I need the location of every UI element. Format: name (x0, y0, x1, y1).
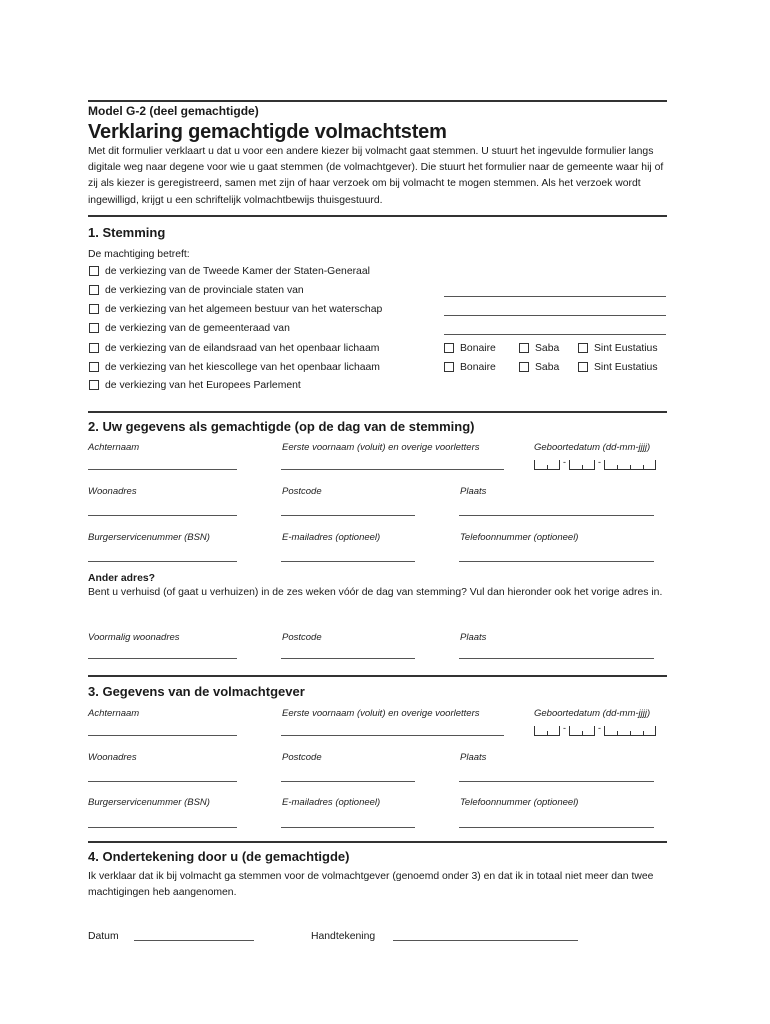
section-3-title: 3. Gegevens van de volmachtgever (88, 684, 305, 699)
email-field[interactable] (281, 561, 415, 562)
section-4-title: 4. Ondertekening door u (de gemachtigde) (88, 849, 350, 864)
ander-adres-text: Bent u verhuisd (of gaat u verhuizen) in de zes weken vóór de dag van stemming? Vul dan hieronder ook het vorige adres in. (88, 587, 663, 598)
checkbox[interactable] (89, 380, 99, 390)
postcode-label: Postcode (282, 486, 322, 497)
kiescollege-saba[interactable]: Saba (519, 360, 559, 374)
datum-label: Datum (88, 931, 119, 942)
checkbox[interactable] (519, 362, 529, 372)
checkbox[interactable] (444, 362, 454, 372)
option-tweede-kamer[interactable]: de verkiezing van de Tweede Kamer der Staten-Generaal (89, 264, 370, 278)
woonadres-field[interactable] (88, 515, 237, 516)
vg-plaats-field[interactable] (459, 781, 654, 782)
checkbox[interactable] (578, 362, 588, 372)
checkbox[interactable] (444, 343, 454, 353)
vg-woonadres-label: Woonadres (88, 752, 137, 763)
eilandsraad-sint-eustatius[interactable]: Sint Eustatius (578, 341, 658, 355)
vorig-woonadres-label: Voormalig woonadres (88, 632, 180, 643)
section-4-rule (88, 841, 667, 843)
page-title: Verklaring gemachtigde volmachtstem (88, 121, 447, 143)
section-1-title: 1. Stemming (88, 225, 166, 240)
checkbox[interactable] (89, 362, 99, 372)
email-label: E-mailadres (optioneel) (282, 532, 381, 543)
vg-woonadres-field[interactable] (88, 781, 237, 782)
checkbox[interactable] (89, 343, 99, 353)
option-eilandsraad[interactable]: de verkiezing van de eilandsraad van het openbaar lichaam (89, 341, 379, 355)
vorig-woonadres-field[interactable] (88, 658, 237, 659)
option-kiescollege[interactable]: de verkiezing van het kiescollege van het openbaar lichaam (89, 360, 380, 374)
intro-text: Met dit formulier verklaart u dat u voor een andere kiezer bij volmacht gaat stemmen. U stuurt het ingevulde formulier langs digitale weg naar degene voor wie u gaat stemmen (de volmachtgever). Die stuurt het formulier naar de gemeente waar hij of zij als kiezer is geregistreerd, samen met zijn of haar verzoek om bij volmacht te mogen stemmen. Als het verzoek wordt ingewilligd, krijgt u een schriftelijk volmachtbewijs thuisgestuurd. (88, 146, 664, 206)
vorig-postcode-label: Postcode (282, 632, 322, 643)
top-rule (88, 100, 667, 102)
vorig-plaats-field[interactable] (459, 658, 654, 659)
checkbox[interactable] (519, 343, 529, 353)
voornamen-label: Eerste voornaam (voluit) en overige voorletters (282, 442, 480, 453)
vg-postcode-field[interactable] (281, 781, 415, 782)
handtekening-label: Handtekening (311, 931, 376, 942)
telefoon-field[interactable] (459, 561, 654, 562)
kiescollege-bonaire[interactable]: Bonaire (444, 360, 496, 374)
postcode-field[interactable] (281, 515, 415, 516)
ander-adres-title: Ander adres? (88, 573, 155, 584)
section-2-rule (88, 411, 667, 413)
checkbox[interactable] (89, 323, 99, 333)
section-1-rule (88, 215, 667, 217)
form-model: Model G-2 (deel gemachtigde) (88, 104, 259, 118)
vg-bsn-field[interactable] (88, 827, 237, 828)
section-3-rule (88, 675, 667, 677)
checkbox[interactable] (89, 285, 99, 295)
achternaam-label: Achternaam (88, 442, 140, 453)
handtekening-field[interactable] (393, 940, 578, 941)
eilandsraad-saba[interactable]: Saba (519, 341, 559, 355)
checkbox[interactable] (89, 266, 99, 276)
vg-achternaam-label: Achternaam (88, 708, 140, 719)
vg-email-field[interactable] (281, 827, 415, 828)
datum-field[interactable] (134, 940, 254, 941)
vg-telefoon-field[interactable] (459, 827, 654, 828)
bsn-label: Burgerservicenummer (BSN) (88, 532, 210, 543)
option-europees-parlement[interactable]: de verkiezing van het Europees Parlement (89, 378, 301, 392)
woonadres-label: Woonadres (88, 486, 137, 497)
vg-postcode-label: Postcode (282, 752, 322, 763)
checkbox[interactable] (89, 304, 99, 314)
vg-achternaam-field[interactable] (88, 735, 237, 736)
vg-telefoon-label: Telefoonnummer (optioneel) (460, 797, 579, 808)
vorig-plaats-label: Plaats (460, 632, 487, 643)
section-2-title: 2. Uw gegevens als gemachtigde (op de dag van de stemming) (88, 419, 475, 434)
geboortedatum-label: Geboortedatum (dd-mm-jjjj) (534, 442, 651, 453)
option-waterschap[interactable]: de verkiezing van het algemeen bestuur van het waterschap (89, 302, 382, 316)
kiescollege-sint-eustatius[interactable]: Sint Eustatius (578, 360, 658, 374)
eilandsraad-bonaire[interactable]: Bonaire (444, 341, 496, 355)
section-4-text: Ik verklaar dat ik bij volmacht ga stemmen voor de volmachtgever (genoemd onder 3) en dat ik in totaal niet meer dan twee machtigingen heb aangenomen. (88, 871, 654, 898)
vg-voornamen-field[interactable] (281, 735, 504, 736)
vg-voornamen-label: Eerste voornaam (voluit) en overige voorletters (282, 708, 480, 719)
vg-geboortedatum-label: Geboortedatum (dd-mm-jjjj) (534, 708, 651, 719)
option-provinciale-staten[interactable]: de verkiezing van de provinciale staten van (89, 283, 304, 297)
vorig-postcode-field[interactable] (281, 658, 415, 659)
vg-plaats-label: Plaats (460, 752, 487, 763)
voornamen-field[interactable] (281, 469, 504, 470)
achternaam-field[interactable] (88, 469, 237, 470)
vg-bsn-label: Burgerservicenummer (BSN) (88, 797, 210, 808)
option-gemeenteraad[interactable]: de verkiezing van de gemeenteraad van (89, 321, 290, 335)
vg-geboortedatum-field[interactable]: - - (534, 726, 656, 738)
bsn-field[interactable] (88, 561, 237, 562)
gemeente-field[interactable] (444, 334, 666, 335)
vg-email-label: E-mailadres (optioneel) (282, 797, 381, 808)
telefoon-label: Telefoonnummer (optioneel) (460, 532, 579, 543)
plaats-label: Plaats (460, 486, 487, 497)
waterschap-field[interactable] (444, 315, 666, 316)
checkbox[interactable] (578, 343, 588, 353)
geboortedatum-field[interactable]: - - (534, 460, 656, 472)
provincie-field[interactable] (444, 296, 666, 297)
plaats-field[interactable] (459, 515, 654, 516)
section-1-lead: De machtiging betreft: (88, 249, 190, 260)
